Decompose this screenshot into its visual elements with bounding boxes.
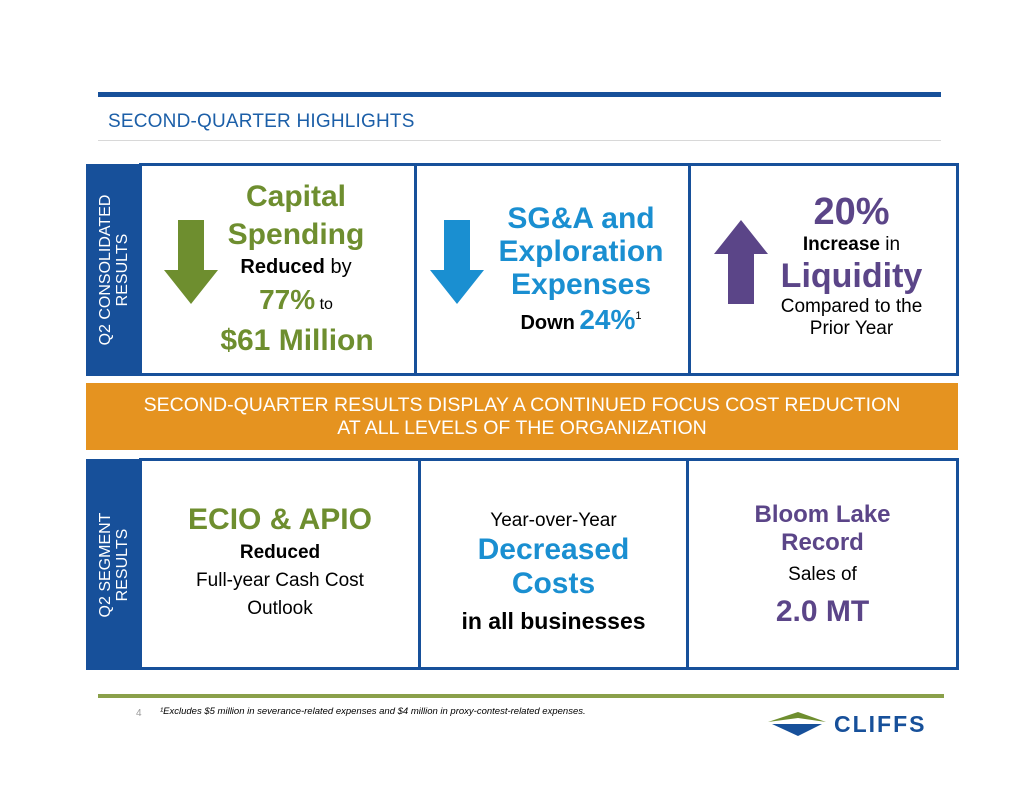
capital-pct: 77% [259,284,316,315]
capital-to: to [319,296,333,313]
capital-line1: Capital [245,180,347,213]
cliffs-logo-mark-icon [768,710,826,738]
costs-line1: Decreased [477,533,630,566]
down-arrow-green-icon [164,220,218,304]
costs-yoy: Year-over-Year [490,510,617,531]
sga-pct: 24% [579,304,636,335]
cliffs-logo [768,710,948,738]
costs-line3: in all businesses [461,608,646,634]
capital-reduced: Reduced [240,256,325,278]
capital-by: by [330,256,352,278]
segment-results-panel [139,458,959,670]
ecio-reduced: Reduced [239,542,321,563]
consolidated-results-panel [139,163,959,376]
bloom-lake-card [689,501,956,631]
sga-footnote-marker: 1 [635,310,642,322]
title-divider [98,140,941,141]
banner-line2: AT ALL LEVELS OF THE ORGANIZATION [337,417,707,439]
liquidity-compared-line2: Prior Year [809,318,894,339]
ecio-title: ECIO & APIO [188,503,372,536]
liquidity-card [691,166,956,373]
header-top-rule [98,92,941,97]
sga-line3: Expenses [510,268,652,301]
capital-line2: Spending [227,218,365,251]
liquidity-pct: 20% [813,191,890,233]
capital-amount: $61 Million [220,324,374,357]
banner-line1: SECOND-QUARTER RESULTS DISPLAY A CONTINUED FOCUS COST REDUCTION [143,394,901,416]
ecio-apio-card [142,501,418,623]
costs-line2: Costs [511,567,596,600]
bloom-sales: Sales of [788,564,857,585]
segment-label-line1: Q2 SEGMENT [96,512,114,617]
ecio-line2: Outlook [247,598,313,619]
consolidated-results-label [97,195,131,346]
sga-line2: Exploration [498,235,664,268]
summary-banner [86,383,958,450]
page-title: SECOND-QUARTER HIGHLIGHTS [108,111,415,132]
liquidity-word: Liquidity [780,257,923,295]
sga-card [417,166,688,373]
ecio-line1: Full-year Cash Cost [196,570,364,591]
liquidity-in: in [885,234,901,255]
bloom-line2: Record [781,529,864,556]
capital-spending-card [142,166,414,373]
page-number: 4 [136,708,142,719]
footnote: ¹Excludes $5 million in severance-related expenses and $4 million in proxy-contest-related expenses. [160,706,586,717]
footer-rule [98,694,944,698]
segment-results-label [97,512,131,617]
decreased-costs-card [421,509,686,641]
consolidated-label-line2: RESULTS [113,233,131,307]
cliffs-logo-text: CLIFFS [834,710,927,737]
segment-results-tab [86,459,141,670]
segment-label-line2: RESULTS [113,528,131,601]
consolidated-results-tab [86,164,141,376]
bloom-amount: 2.0 MT [775,595,870,628]
bloom-line1: Bloom Lake [754,501,891,528]
sga-down: Down [520,312,575,334]
consolidated-label-line1: Q2 CONSOLIDATED [96,194,114,346]
liquidity-compared-line1: Compared to the [780,296,923,317]
liquidity-increase: Increase [802,234,881,255]
down-arrow-blue-icon [430,220,484,304]
sga-line1: SG&A and [507,202,655,235]
